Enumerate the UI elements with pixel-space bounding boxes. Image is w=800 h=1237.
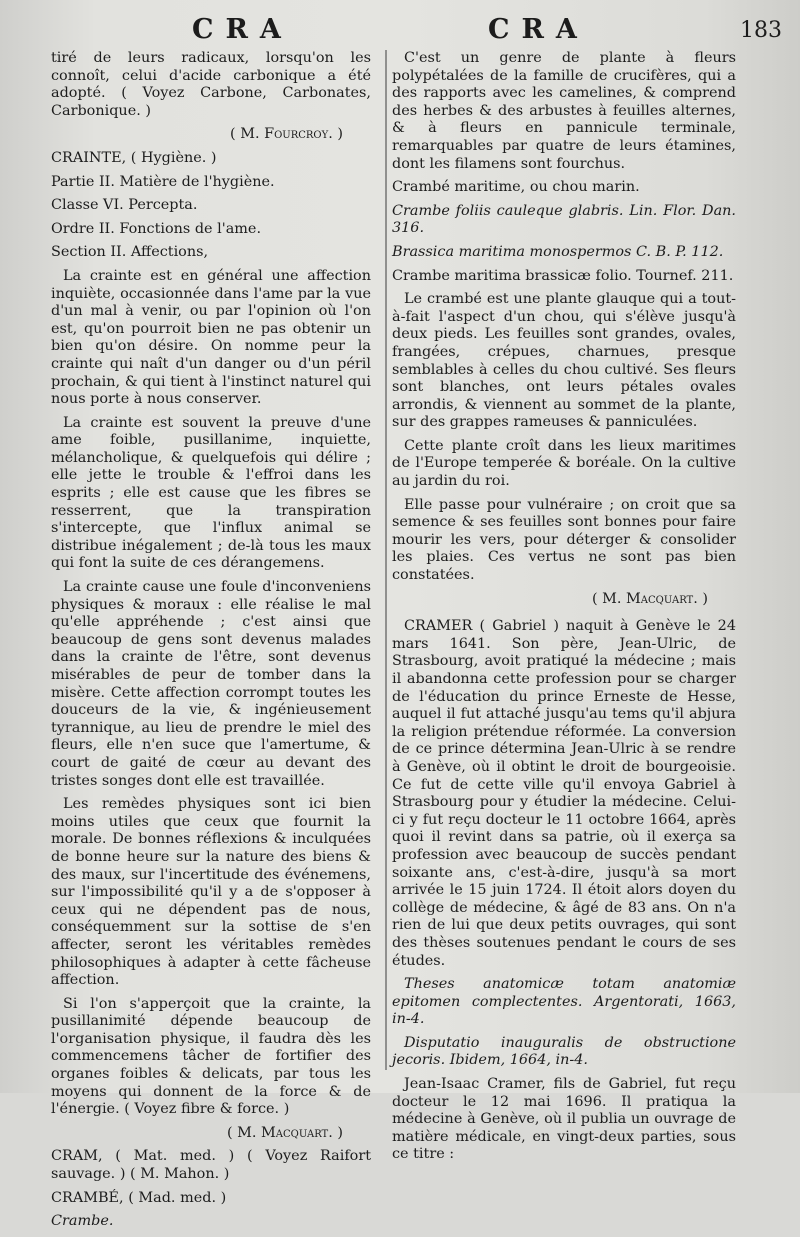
signature-macquart-left: ( M. Macquart. )	[226, 1124, 343, 1141]
entry-cramer-gabriel: CRAMER ( Gabriel ) naquit à Genève le 24 mars 1641. Son père, Jean-Ulric, de Strasbourg, avoit pratiqué la médecine ; mais il abandonna cette profession pour se charger de l'éducation du prince Erneste de Hesse, auquel il fut attaché jusqu'au tems qu'il abjura la religion prétendue réformée. La conversion de ce prince détermina Jean-Ulric à se rendre à Genève, où il obtint le droit de bourgeoisie. Ce fut de cette ville qu'il envoya Gabriel à Strasbourg pour y étudier la médecine. Celui-ci y fut reçu docteur le 11 octobre 1664, après quoi il revint dans sa patrie, où il exerça sa profession avec beaucoup de succès pendant soixante ans, c'est-à-dire, jusqu'à sa mort arrivée le 15 juin 1724. Il étoit alors doyen du collège de médecine, & âgé de 83 ans. On n'a rien de lui que deux petits ouvrages, qui sont des thèses soutenues pendant le cours de ses études.	[392, 618, 736, 969]
cramer-work-1-text: Theses anatomicæ totam anatomiæ epitomen complectentes. Argentorati, 1663, in-4.	[392, 976, 736, 1028]
page-number: 183	[740, 18, 782, 43]
entry-crainte-head: CRAINTE, ( Hygiène. )	[51, 149, 217, 166]
crainte-paragraph-5: Si l'on s'apperçoit que la crainte, la pusillanimité dépende beaucoup de l'organisation physique, il faudra dès les commencemens tâcher de fortifier des organes foibles & delicats, par tous les moyens qui donnent de la force & de l'énergie. ( Voyez fibre & force. )	[51, 995, 371, 1118]
crambe-synonym-3-text: Brassica maritima monospermos C. B. P. 112.	[392, 243, 724, 260]
cramer-work-2-text: Disputatio inauguralis de obstructione jecoris. Ibidem, 1664, in-4.	[392, 1034, 736, 1069]
crambe-paragraph-4: Elle passe pour vulnéraire ; on croit que sa semence & ses feuilles sont bonnes pour faire mourir les vers, pour déterger & consolider les plaies. Ces vertus ne sont pas bien constatées.	[392, 496, 736, 584]
crambe-synonym-4: Crambe maritima brassicæ folio. Tournef. 211.	[392, 267, 734, 284]
crambe-synonym-2-text: Crambe foliis cauleque glabris. Lin. Flor. Dan. 316.	[392, 202, 736, 237]
crambe-word-italic: Crambe.	[51, 1213, 114, 1230]
left-running-head: CRA	[192, 14, 293, 45]
signature-fourcroy: ( M. Fourcroy. )	[230, 126, 343, 143]
crainte-section: Section II. Affections,	[51, 244, 209, 261]
crainte-class: Classe VI. Percepta.	[51, 197, 198, 214]
left-column	[51, 50, 371, 1237]
crambe-synonym-1: Crambé maritime, ou chou marin.	[392, 179, 640, 196]
crambe-paragraph-3: Cette plante croît dans les lieux maritimes de l'Europe temperée & boréale. On la cultive au jardin du roi.	[392, 437, 736, 490]
crainte-paragraph-1: La crainte est en général une affection inquiète, occasionnée dans l'ame par la vue d'un mal à venir, ou par l'opinion où l'on est, qu'on pourroit bien ne pas obtenir un bien qu'on désire. On nomme peur la crainte qui naît d'un danger ou d'un péril prochain, & qui tient à l'instinct naturel qui nous porte à nous conserver.	[51, 267, 371, 408]
crainte-paragraph-4: Les remèdes physiques sont ici bien moins utiles que ceux que fournit la morale. De bonnes réflexions & inculquées de bonne heure sur la nature des biens & des maux, sur l'incertitude des événemens, sur l'impossibilité qu'il y a de s'opposer à ceux qui ne dépendent pas de nous, conséquemment sur la sottise de s'en affecter, seront les véritables remèdes philosophiques à adapter à cette fâcheuse affection.	[51, 796, 371, 989]
carbone-paragraph-end: tiré de leurs radicaux, lorsqu'on les connoît, celui d'acide carbonique a été adopté. ( Voyez Carbone, Carbonates, Carbonique. )	[51, 50, 371, 119]
column-divider	[385, 50, 387, 1070]
crainte-part: Partie II. Matière de l'hygiène.	[51, 173, 275, 190]
running-header	[0, 12, 800, 52]
entry-crambe-head: CRAMBÉ, ( Mad. med. )	[51, 1189, 227, 1206]
entry-cram: CRAM, ( Mat. med. ) ( Voyez Raifort sauvage. ) ( M. Mahon. )	[51, 1148, 371, 1183]
crainte-paragraph-3: La crainte cause une foule d'inconveniens physiques & moraux : elle réalise le mal qu'elle appréhende ; c'est ainsi que beaucoup de gens sont devenus malades dans la crainte de l'être, sont devenus misérables de peur de tomber dans la misère. Cette affection corrompt toutes les douceurs de la vie, & ingénieusement tyrannique, au lieu de prendre le miel des fleurs, elle n'en suce que l'amertume, & court de gaité de cœur au devant des tristes songes dont elle est travaillée.	[51, 579, 371, 789]
crambe-paragraph-2: Le crambé est une plante glauque qui a tout-à-fait l'aspect d'un chou, qui s'élève jusqu'à deux pieds. Les feuilles sont grandes, ovales, frangées, crépues, charnues, presque semblables à celles du chou cultivé. Ses fleurs sont blanches, ont leurs pétales ovales arrondis, & viennent au sommet de la plante, sur des grappes rameuses & panniculées.	[392, 291, 736, 431]
crambe-synonym-2	[392, 203, 736, 238]
right-column	[392, 50, 736, 1170]
cramer-work-2	[392, 1035, 736, 1070]
crambe-synonym-3	[392, 244, 736, 262]
crambe-description: C'est un genre de plante à fleurs polypétalées de la famille de crucifères, qui a des rapports avec les camelines, & comprend des herbes & des arbustes à feuilles alternes, & à fleurs en pannicule terminale, remarquables par quatre de leurs étamines, dont les filamens sont fourchus.	[392, 50, 736, 172]
right-running-head: CRA	[488, 14, 589, 45]
crainte-paragraph-2: La crainte est souvent la preuve d'une ame foible, pusillanime, inquiette, mélancholique, & quelquefois qui délire ; elle jette le trouble & l'effroi dans les esprits ; elle est cause que les fibres se resserrent, que la transpiration s'intercepte, que l'influx animal se distribue inégalement ; de-là tous les maux qui font la suite de ces dérangemens.	[51, 414, 371, 572]
signature-macquart-right: ( M. Macquart. )	[591, 590, 708, 607]
crainte-order: Ordre II. Fonctions de l'ame.	[51, 220, 262, 237]
crambe-word	[51, 1213, 371, 1231]
entry-cramer-jean-isaac: Jean-Isaac Cramer, fils de Gabriel, fut reçu docteur le 12 mai 1696. Il pratiqua la médecine à Genève, où il publia un ouvrage de matière médicale, en vingt-deux parties, sous ce titre :	[392, 1076, 736, 1163]
cramer-work-1	[392, 976, 736, 1029]
